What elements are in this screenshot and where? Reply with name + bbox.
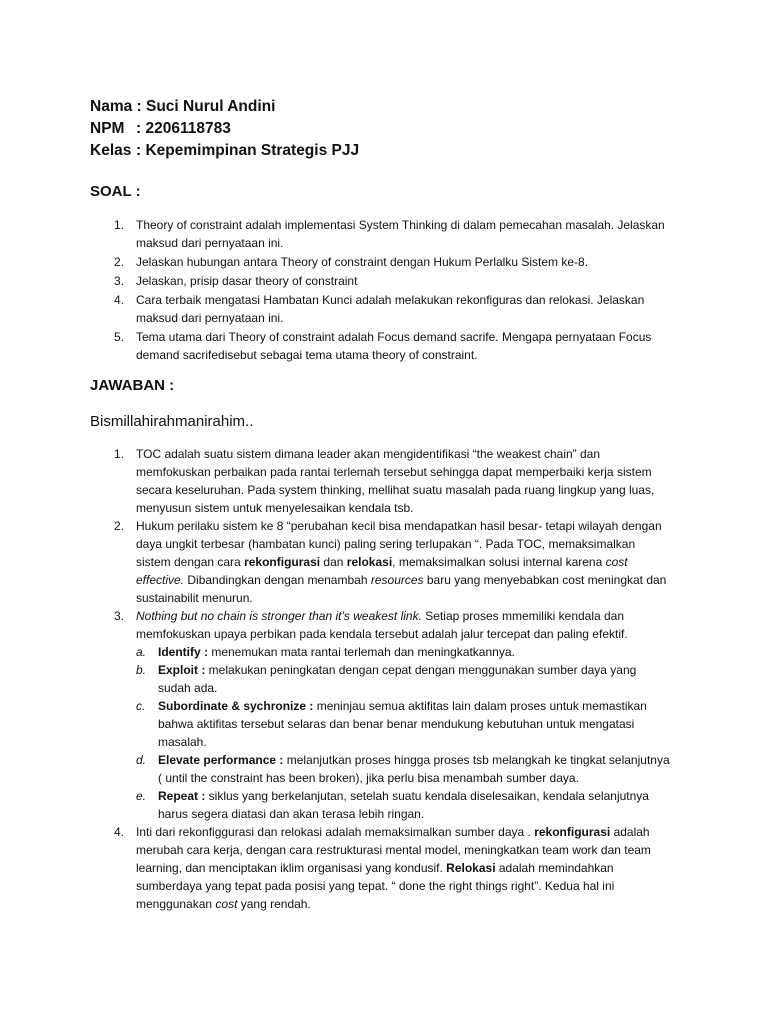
jawaban-text: Inti dari rekonfiggurasi dan relokasi adalah memaksimalkan sumber daya . [136,825,535,839]
soal-num: 1. [114,218,125,232]
name-label: Nama : [90,98,146,115]
soal-text: Jelaskan hubungan antara Theory of constraint dengan Hukum Perlalku Sistem ke-8. [136,255,589,269]
principle-term: Elevate performance : [158,753,284,767]
principle-term: Subordinate & sychronize : [158,699,314,713]
principle-letter: c. [136,699,146,713]
jawaban-num: 4. [114,825,125,839]
soal-item [0,328,671,364]
jawaban-item [0,607,671,823]
principle-item [136,697,671,751]
npm-line [90,118,231,140]
jawaban-text: , memaksimalkan solusi internal karena [392,555,606,569]
principle-desc: meninjau semua aktifitas lain dalam proses untuk memastikan bahwa aktifitas tersebut selaras dan benar benar mendukung kebutuhan untuk mengatasi masalah. [158,699,647,749]
jawaban-item [0,823,671,913]
soal-item [0,291,671,327]
soal-item [0,253,671,271]
jawaban-bold: relokasi [346,555,393,569]
principle-term: Exploit : [158,663,206,677]
jawaban-italic: cost [215,897,238,911]
jawaban-num: 2. [114,519,125,533]
jawaban-text: yang rendah. [237,897,311,911]
soal-num: 2. [114,255,125,269]
jawaban-num: 1. [114,447,125,461]
npm-value: : 2206118783 [136,120,231,137]
principle-letter: b. [136,663,147,677]
jawaban-num: 3. [114,609,125,623]
jawaban-bold: Relokasi [446,861,496,875]
name-line [90,96,275,118]
jawaban-italic: cost effective. [136,555,628,587]
jawaban-text: baru yang menyebabkan cost meningkat dan sustainabilit menurun. [136,573,667,605]
soal-num: 5. [114,330,125,344]
principle-desc: melanjutkan proses hingga proses tsb melangkah ke tingkat selanjutnya ( until the constraint has been broken), jika perlu bisa menambah sumber daya. [158,753,670,785]
jawaban-text: adalah memindahkan sumberdaya yang tepat pada posisi yang tepat. “ done the right things right”. Kedua hal ini menggunakan [136,861,615,911]
soal-text: Theory of constraint adalah implementasi System Thinking di dalam pemecahan masalah. Jelaskan maksud dari pernyataan ini. [136,218,665,250]
opening-line: Bismillahirahmanirahim.. [90,413,254,430]
kelas-label: Kelas [90,142,132,159]
jawaban-italic: Nothing but no chain is stronger than it’s weakest link. [136,609,422,623]
principle-item [136,643,671,661]
soal-item [0,272,671,290]
jawaban-text: TOC adalah suatu sistem dimana leader akan mengidentifikasi “the weakest chain” dan memfokuskan perbaikan pada rantai terlemah tersebut sehingga dapat memperbaiki kerja sistem secara keseluruhan. Pada system thinking, mellihat suatu masalah pada ruang lingkup yang luas, menyusun sistem untuk menyelesaikan kendala tsb. [136,447,655,515]
name-value: Suci Nurul Andini [146,98,276,115]
jawaban-text: dan [320,555,347,569]
kelas-value: : Kepemimpinan Strategis PJJ [136,142,360,159]
principle-list [136,643,671,823]
principle-desc: menemukan mata rantai terlemah dan meningkatkannya. [208,645,515,659]
soal-heading: SOAL : [90,183,141,200]
soal-num: 3. [114,274,125,288]
jawaban-item [0,517,671,607]
principle-letter: e. [136,789,147,803]
soal-list [0,216,671,365]
kelas-line [90,140,359,162]
principle-letter: a. [136,645,147,659]
soal-text: Tema utama dari Theory of constraint adalah Focus demand sacrife. Mengapa pernyataan Focus demand sacrifedisebut sebagai tema utama theory of constraint. [136,330,652,362]
jawaban-text: Setiap proses mmemiliki kendala dan memfokuskan upaya perbikan pada kendala tersebut adalah jalur tercepat dan paling efektif. [136,609,628,641]
jawaban-item [0,445,671,517]
principle-item [136,661,671,697]
principle-letter: d. [136,753,147,767]
principle-desc: siklus yang berkelanjutan, setelah suatu kendala diselesaikan, kendala selanjutnya harus segera diatasi dan akan terasa lebih ringan. [158,789,649,821]
principle-item [136,787,671,823]
soal-item [0,216,671,252]
soal-num: 4. [114,293,125,307]
principle-term: Identify : [158,645,208,659]
jawaban-text: Hukum perilaku sistem ke 8 “perubahan kecil bisa mendapatkan hasil besar- tetapi wilayah dengan daya ungkit terbesar (hambatan kunci) paling sering terlupakan “. Pada TOC, memaksimalkan sistem dengan cara [136,519,662,569]
jawaban-italic: resources [370,573,424,587]
soal-text: Cara terbaik mengatasi Hambatan Kunci adalah melakukan rekonfiguras dan relokasi. Jelaskan maksud dari pernyataan ini. [136,293,645,325]
jawaban-text: adalah merubah cara kerja, dengan cara restrukturasi mental model, meningkatkan team work dan team learning, dan menciptakan iklim organisasi yang kondusif. [136,825,651,875]
soal-text: Jelaskan, prisip dasar theory of constraint [136,274,358,288]
jawaban-heading: JAWABAN : [90,377,175,394]
jawaban-bold: rekonfigurasi [534,825,611,839]
principle-term: Repeat : [158,789,206,803]
jawaban-list [0,445,671,913]
jawaban-bold: rekonfigurasi [244,555,321,569]
principle-desc: melakukan peningkatan dengan cepat dengan menggunakan sumber daya yang sudah ada. [158,663,637,695]
npm-label: NPM [90,120,125,137]
jawaban-text: Dibandingkan dengan menambah [184,573,371,587]
principle-item [136,751,671,787]
